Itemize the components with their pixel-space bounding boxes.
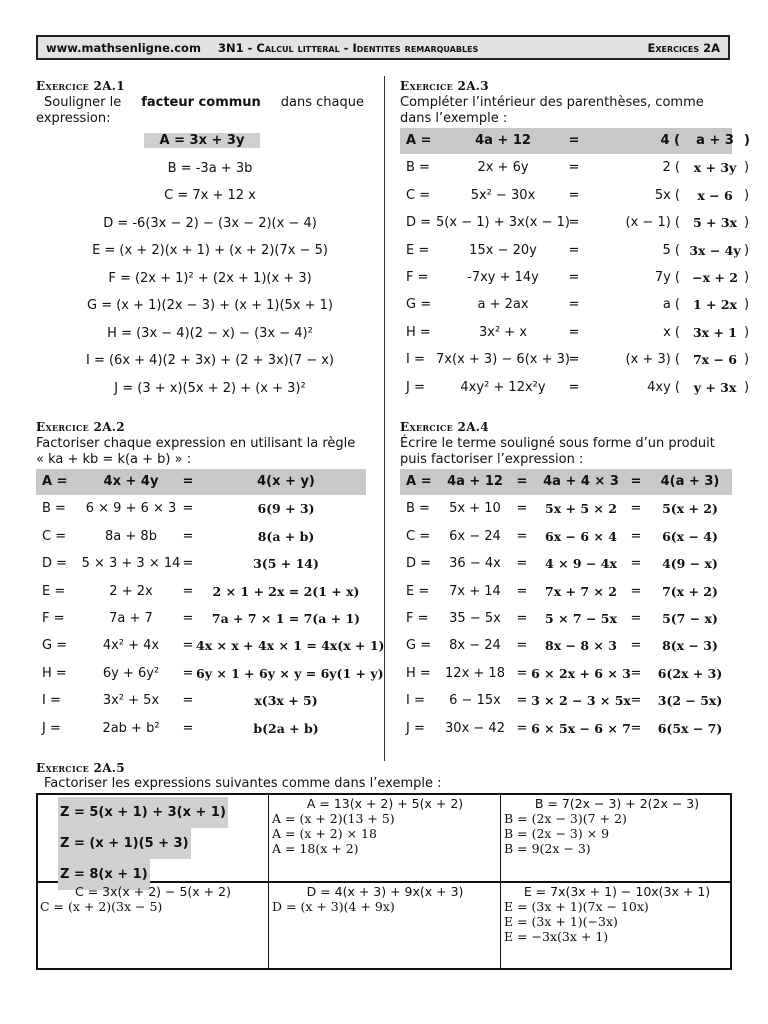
ex2-cell: 2ab + b²	[102, 720, 160, 736]
ex2-cell: 2 + 2x	[109, 583, 153, 599]
ex3-row	[400, 128, 750, 154]
ex3-cell: x + 3y	[693, 160, 737, 176]
ex4-cell: 36 − 4x	[449, 556, 501, 572]
ex3-cell: J =	[406, 379, 425, 395]
ex2-row	[36, 606, 366, 632]
ex4-cell: 30x − 42	[445, 720, 505, 736]
ex3-row	[400, 347, 750, 373]
ex3-cell: )	[744, 133, 750, 148]
ex3-cell: )	[744, 215, 750, 231]
ex5-example	[58, 797, 228, 890]
ex2-cell: =	[182, 501, 194, 517]
ex2-title: Exercice 2A.2	[36, 420, 125, 434]
ex3-cell: 5 (	[662, 242, 680, 258]
ex3-title: Exercice 2A.3	[400, 79, 489, 93]
ex4-cell: 7(x + 2)	[662, 583, 718, 599]
ex2-cell: I =	[42, 693, 61, 709]
ex4-cell: 6 × 5x − 6 × 7	[531, 720, 631, 736]
ex1-expression: A = 3x + 3y	[144, 133, 260, 148]
column-divider	[384, 76, 385, 761]
ex4-cell: 5(x + 2)	[662, 501, 718, 517]
ex2-cell: =	[182, 556, 194, 572]
ex2-row	[36, 496, 366, 522]
ex3-cell: (x − 1) (	[625, 215, 680, 231]
ex4-cell: 35 − 5x	[449, 611, 501, 626]
ex4-cell: J =	[406, 720, 425, 736]
ex4-cell: =	[516, 638, 528, 654]
ex4-cell: 4a + 4 × 3	[543, 474, 619, 489]
ex4-cell: B =	[406, 501, 430, 517]
ex3-cell: 5x (	[654, 187, 680, 203]
ex3-cell: 3x + 1	[692, 324, 738, 340]
ex4-cell: 6(2x + 3)	[657, 665, 723, 681]
ex4-row	[400, 469, 732, 495]
ex2-cell: 4x² + 4x	[102, 638, 160, 654]
ex4-cell: 6(5x − 7)	[657, 720, 723, 736]
ex4-row	[400, 661, 732, 687]
ex1-expression: F = (2x + 1)² + (2x + 1)(x + 3)	[108, 270, 312, 286]
ex3-cell: )	[744, 242, 750, 258]
ex3-cell: )	[744, 160, 750, 176]
ex2-cell: =	[182, 474, 194, 489]
ex4-cell: 8(x − 3)	[662, 638, 718, 654]
ex4-cell: 4(a + 3)	[660, 474, 720, 489]
ex3-cell: )	[744, 187, 750, 203]
ex3-row	[400, 292, 750, 318]
ex4-title: Exercice 2A.4	[400, 420, 489, 434]
ex2-cell: H =	[42, 665, 67, 681]
ex3-cell: )	[744, 270, 750, 285]
ex4-cell: =	[516, 501, 528, 517]
ex1-expression: J = (3 + x)(5x + 2) + (x + 3)²	[114, 380, 306, 396]
ex3-cell: =	[568, 379, 580, 395]
ex4-cell: =	[630, 693, 642, 709]
ex3-cell: E =	[406, 242, 430, 258]
ex4-cell: =	[630, 528, 642, 544]
ex3-cell: =	[568, 187, 580, 203]
ex5-cell-e: E = 7x(3x + 1) − 10x(3x + 1) E = (3x + 1)(7x − 10x) E = (3x + 1)(−3x) E = −3x(3x + 1)	[504, 884, 711, 944]
ex4-cell: =	[630, 474, 642, 489]
ex4-cell: =	[516, 611, 528, 626]
ex4-row	[400, 606, 732, 632]
ex4-row	[400, 579, 732, 605]
ex4-cell: 6 − 15x	[449, 693, 501, 709]
ex4-row	[400, 524, 732, 550]
ex2-cell: D =	[42, 556, 68, 572]
ex4-cell: 8x − 8 × 3	[545, 638, 617, 654]
ex1-expression: C = 7x + 12 x	[164, 188, 256, 203]
ex5-instruction: Factoriser les expressions suivantes comme dans l’exemple :	[44, 776, 442, 791]
ex2-cell: =	[182, 720, 194, 736]
ex4-cell: 3(2 − 5x)	[657, 693, 723, 709]
ex3-cell: F =	[406, 270, 429, 285]
ex2-cell: 4(x + y)	[257, 474, 315, 489]
ex4-instruction: Écrire le terme souligné sous forme d’un produit puis factoriser l’expression :	[400, 436, 715, 467]
ex2-cell: 4x + 4y	[103, 474, 159, 489]
ex1-instruction: Souligner le facteur commun dans chaque expression:	[36, 95, 364, 126]
ex3-cell: =	[568, 133, 580, 148]
ex2-row	[36, 524, 366, 550]
ex3-row	[400, 155, 750, 181]
ex4-cell: =	[630, 501, 642, 517]
ex2-cell: 8(a + b)	[257, 528, 315, 544]
ex2-cell: B =	[42, 501, 66, 517]
ex3-cell: 7x(x + 3) − 6(x + 3)	[436, 352, 570, 368]
ex4-cell: 6x − 24	[449, 528, 501, 544]
ex4-cell: =	[630, 638, 642, 654]
ex2-cell: =	[182, 665, 194, 681]
ex4-cell: G =	[406, 638, 432, 654]
ex2-cell: 6(9 + 3)	[257, 501, 315, 517]
ex5-title: Exercice 2A.5	[36, 761, 125, 775]
ex4-cell: =	[516, 528, 528, 544]
ex1-expression: I = (6x + 4)(2 + 3x) + (2 + 3x)(7 − x)	[85, 353, 335, 368]
ex4-cell: 4(9 − x)	[662, 556, 718, 572]
ex2-cell: J =	[42, 720, 61, 736]
ex2-cell: 7a + 7	[109, 611, 153, 626]
ex3-cell: D =	[406, 215, 432, 231]
ex4-cell: =	[516, 693, 528, 709]
ex4-cell: 7x + 14	[449, 583, 501, 599]
ex3-cell: a + 3	[696, 133, 734, 148]
ex4-cell: 5(7 − x)	[662, 611, 718, 626]
ex2-cell: 6 × 9 + 6 × 3	[85, 501, 177, 517]
ex3-cell: 4xy² + 12x²y	[460, 379, 546, 395]
ex3-cell: −x + 2	[692, 270, 738, 285]
ex3-cell: a (	[662, 297, 680, 313]
ex4-cell: =	[630, 583, 642, 599]
ex5-cell-c: C = 3x(x + 2) − 5(x + 2) C = (x + 2)(3x − 5)	[40, 884, 231, 914]
ex5-cell-a: A = 13(x + 2) + 5(x + 2) A = (x + 2)(13 + 5) A = (x + 2) × 18 A = 18(x + 2)	[272, 796, 464, 856]
ex3-cell: 2 (	[662, 160, 680, 176]
ex2-row	[36, 551, 366, 577]
ex3-row	[400, 375, 750, 401]
ex2-cell: E =	[42, 583, 66, 599]
ex2-cell: 4x × x + 4x × 1 = 4x(x + 1)	[196, 638, 385, 654]
sheet-title: Exercices 2A	[647, 41, 720, 55]
ex2-row	[36, 469, 366, 495]
page-header	[36, 35, 730, 60]
ex2-instruction: Factoriser chaque expression en utilisant la règle « ka + kb = k(a + b) » :	[36, 436, 356, 467]
ex1-expression: G = (x + 1)(2x − 3) + (x + 1)(5x + 1)	[87, 298, 333, 313]
ex4-cell: =	[516, 556, 528, 572]
ex3-cell: 4 (	[660, 133, 680, 148]
ex4-row	[400, 633, 732, 659]
example-line-1: Z = 5(x + 1) + 3(x + 1)	[58, 797, 228, 828]
ex3-cell: x (	[663, 324, 680, 340]
ex1-expression: B = -3a + 3b	[167, 160, 253, 176]
ex3-cell: B =	[406, 160, 430, 176]
ex2-cell: =	[182, 583, 194, 599]
ex2-row	[36, 579, 366, 605]
ex2-cell: x(3x + 5)	[254, 693, 318, 709]
ex3-cell: =	[568, 242, 580, 258]
ex3-cell: -7xy + 14y	[467, 270, 539, 285]
ex4-cell: 12x + 18	[445, 665, 505, 681]
ex3-cell: 5(x − 1) + 3x(x − 1)	[436, 215, 570, 231]
ex2-cell: 7a + 7 × 1 = 7(a + 1)	[211, 611, 361, 626]
ex3-cell: )	[744, 297, 750, 313]
ex2-cell: C =	[42, 528, 67, 544]
ex5-grid	[36, 793, 732, 970]
ex2-cell: =	[182, 693, 194, 709]
ex4-cell: =	[516, 665, 528, 681]
ex4-cell: E =	[406, 583, 430, 599]
ex3-cell: I =	[406, 352, 425, 368]
ex3-cell: 3x − 4y	[689, 242, 741, 258]
ex3-cell: =	[568, 270, 580, 285]
ex3-cell: )	[744, 379, 750, 395]
ex3-cell: A =	[406, 133, 432, 148]
ex1-expression: H = (3x − 4)(2 − x) − (3x − 4)²	[107, 325, 313, 341]
ex4-cell: =	[516, 583, 528, 599]
ex4-cell: I =	[406, 693, 425, 709]
ex3-cell: =	[568, 160, 580, 176]
ex4-cell: 8x − 24	[449, 638, 501, 654]
ex3-cell: =	[568, 324, 580, 340]
ex3-row	[400, 238, 750, 264]
ex2-cell: 3x² + 5x	[102, 693, 160, 709]
ex3-cell: 5x² − 30x	[470, 187, 536, 203]
ex4-cell: 5x + 10	[449, 501, 501, 517]
ex5-cell-b: B = 7(2x − 3) + 2(2x − 3) B = (2x − 3)(7 + 2) B = (2x − 3) × 9 B = 9(2x − 3)	[504, 796, 700, 856]
topic-title: 3N1 - Calcul litteral - Identites remarquables	[218, 41, 479, 55]
ex3-row	[400, 265, 750, 291]
ex2-cell: 5 × 3 + 3 × 14	[81, 556, 181, 572]
ex3-row	[400, 183, 750, 209]
ex1-expression: D = -6(3x − 2) − (3x − 2)(x − 4)	[103, 215, 317, 231]
ex3-cell: a + 2ax	[477, 297, 529, 313]
ex4-cell: A =	[406, 474, 432, 489]
ex4-row	[400, 496, 732, 522]
ex3-row	[400, 320, 750, 346]
ex3-cell: 1 + 2x	[692, 297, 738, 313]
ex2-cell: G =	[42, 638, 68, 654]
ex4-cell: 6x − 6 × 4	[545, 528, 617, 544]
ex3-cell: C =	[406, 187, 431, 203]
ex2-cell: =	[182, 611, 194, 626]
ex2-cell: 3(5 + 14)	[253, 556, 319, 572]
site-url[interactable]: www.mathsenligne.com	[46, 41, 201, 55]
ex4-cell: C =	[406, 528, 431, 544]
ex3-cell: 7x − 6	[692, 352, 738, 368]
ex4-cell: 4 × 9 − 4x	[545, 556, 617, 572]
ex3-cell: 3x² + x	[478, 324, 528, 340]
ex3-cell: =	[568, 297, 580, 313]
ex2-cell: =	[182, 528, 194, 544]
ex4-cell: 3 × 2 − 3 × 5x	[531, 693, 631, 709]
ex2-row	[36, 633, 385, 659]
ex4-cell: 5x + 5 × 2	[545, 501, 617, 517]
ex3-cell: G =	[406, 297, 432, 313]
ex3-cell: 15x − 20y	[469, 242, 537, 258]
ex4-cell: 7x + 7 × 2	[545, 583, 617, 599]
ex1-title: Exercice 2A.1	[36, 79, 125, 93]
ex3-cell: )	[744, 352, 750, 368]
ex2-cell: 8a + 8b	[105, 528, 157, 544]
ex2-cell: F =	[42, 611, 65, 626]
example-line-3: Z = 8(x + 1)	[58, 859, 150, 890]
ex4-cell: 6(x − 4)	[662, 528, 718, 544]
ex4-row	[400, 688, 732, 714]
ex2-cell: =	[182, 638, 194, 654]
ex2-row	[36, 716, 366, 742]
ex4-cell: F =	[406, 611, 429, 626]
ex4-cell: D =	[406, 556, 432, 572]
ex2-row	[36, 688, 366, 714]
example-line-2: Z = (x + 1)(5 + 3)	[58, 828, 191, 859]
ex4-cell: =	[630, 720, 642, 736]
ex3-cell: H =	[406, 324, 431, 340]
ex2-cell: 6y + 6y²	[102, 665, 160, 681]
ex4-cell: 5 × 7 − 5x	[545, 611, 617, 626]
ex3-row	[400, 210, 750, 236]
ex5-cell-d: D = 4(x + 3) + 9x(x + 3) D = (x + 3)(4 + 9x)	[272, 884, 464, 914]
ex4-cell: 4a + 12	[447, 474, 503, 489]
ex3-cell: y + 3x	[693, 379, 737, 395]
ex3-cell: )	[744, 324, 750, 340]
ex3-cell: =	[568, 215, 580, 231]
ex4-row	[400, 716, 732, 742]
ex2-row	[36, 661, 384, 687]
ex3-cell: 7y (	[654, 270, 680, 285]
ex1-expression: E = (x + 2)(x + 1) + (x + 2)(7x − 5)	[92, 243, 328, 258]
ex3-cell: 4xy (	[647, 379, 680, 395]
ex4-cell: =	[630, 665, 642, 681]
ex2-cell: 2 × 1 + 2x = 2(1 + x)	[212, 583, 360, 599]
ex4-cell: =	[630, 611, 642, 626]
ex2-cell: b(2a + b)	[253, 720, 319, 736]
ex3-cell: 4a + 12	[475, 133, 531, 148]
ex4-cell: H =	[406, 665, 431, 681]
ex3-instruction: Compléter l’intérieur des parenthèses, comme dans l’exemple :	[400, 95, 704, 126]
ex4-row	[400, 551, 732, 577]
ex3-cell: (x + 3) (	[625, 352, 680, 368]
ex3-cell: 5 + 3x	[692, 215, 738, 231]
ex3-cell: =	[568, 352, 580, 368]
ex4-cell: =	[516, 720, 528, 736]
ex2-cell: 6y × 1 + 6y × y = 6y(1 + y)	[196, 665, 384, 681]
ex3-cell: 2x + 6y	[477, 160, 529, 176]
ex4-cell: 6 × 2x + 6 × 3	[531, 665, 631, 681]
ex4-cell: =	[516, 474, 528, 489]
ex3-cell: x − 6	[697, 187, 733, 203]
ex4-cell: =	[630, 556, 642, 572]
ex2-cell: A =	[42, 474, 68, 489]
